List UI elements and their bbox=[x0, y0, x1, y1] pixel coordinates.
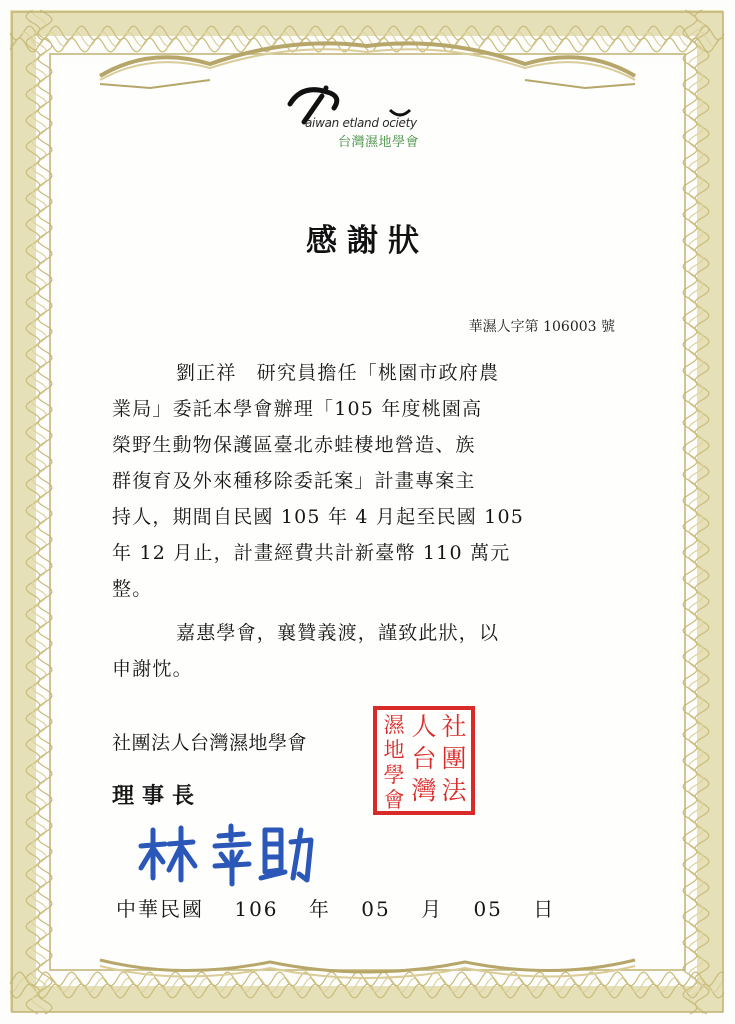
certificate-title: 感謝狀 bbox=[306, 223, 429, 259]
seal-character: 會 bbox=[383, 788, 405, 812]
date-era: 中華民國 bbox=[116, 897, 204, 921]
body-line: 業局」委託本學會辦理「105 年度桃園高 bbox=[112, 398, 483, 420]
seal-character: 法 bbox=[441, 776, 467, 805]
bottom-ornament bbox=[90, 940, 645, 990]
body-line: 榮野生動物保護區臺北赤蛙棲地營造、族 bbox=[112, 434, 476, 456]
date-year-unit: 年 bbox=[308, 897, 331, 921]
issue-date bbox=[116, 893, 555, 922]
logo-english-name: aiwan etland ociety bbox=[305, 116, 417, 130]
official-seal-icon bbox=[372, 705, 476, 816]
date-year: 106 bbox=[234, 897, 279, 921]
date-month: 05 bbox=[361, 897, 391, 921]
closing-text bbox=[112, 615, 612, 687]
seal-character: 地 bbox=[383, 738, 405, 762]
handwritten-signature bbox=[135, 822, 325, 892]
body-line: 年 12 月止，計畫經費共計新臺幣 110 萬元 bbox=[112, 542, 511, 564]
document-number: 華濕人字第 106003 號 bbox=[468, 319, 615, 335]
date-month-unit: 月 bbox=[421, 897, 444, 921]
date-day-unit: 日 bbox=[533, 897, 556, 921]
seal-character: 人 bbox=[411, 712, 437, 741]
seal-character: 灣 bbox=[411, 776, 437, 805]
certificate-body bbox=[112, 355, 612, 607]
organization-name: 社團法人台灣濕地學會 bbox=[112, 732, 308, 754]
seal-character: 濕 bbox=[383, 713, 405, 737]
body-line: 劉正祥 研究員擔任「桃園市政府農 bbox=[176, 362, 500, 384]
closing-line: 嘉惠學會，襄贊義渡，謹致此狀，以 bbox=[176, 622, 500, 644]
logo-chinese-name: 台灣濕地學會 bbox=[338, 135, 420, 150]
body-line: 持人，期間自民國 105 年 4 月起至民國 105 bbox=[112, 506, 525, 528]
seal-character: 團 bbox=[441, 744, 467, 773]
seal-character: 台 bbox=[411, 744, 437, 773]
date-day: 05 bbox=[473, 897, 503, 921]
closing-line: 申謝忱。 bbox=[112, 658, 193, 680]
body-line: 群復育及外來種移除委託案」計畫專案主 bbox=[112, 470, 476, 492]
seal-character: 學 bbox=[383, 763, 405, 787]
seal-character: 社 bbox=[441, 712, 467, 741]
signer-position: 理事長 bbox=[112, 783, 203, 809]
body-line: 整。 bbox=[112, 578, 153, 600]
